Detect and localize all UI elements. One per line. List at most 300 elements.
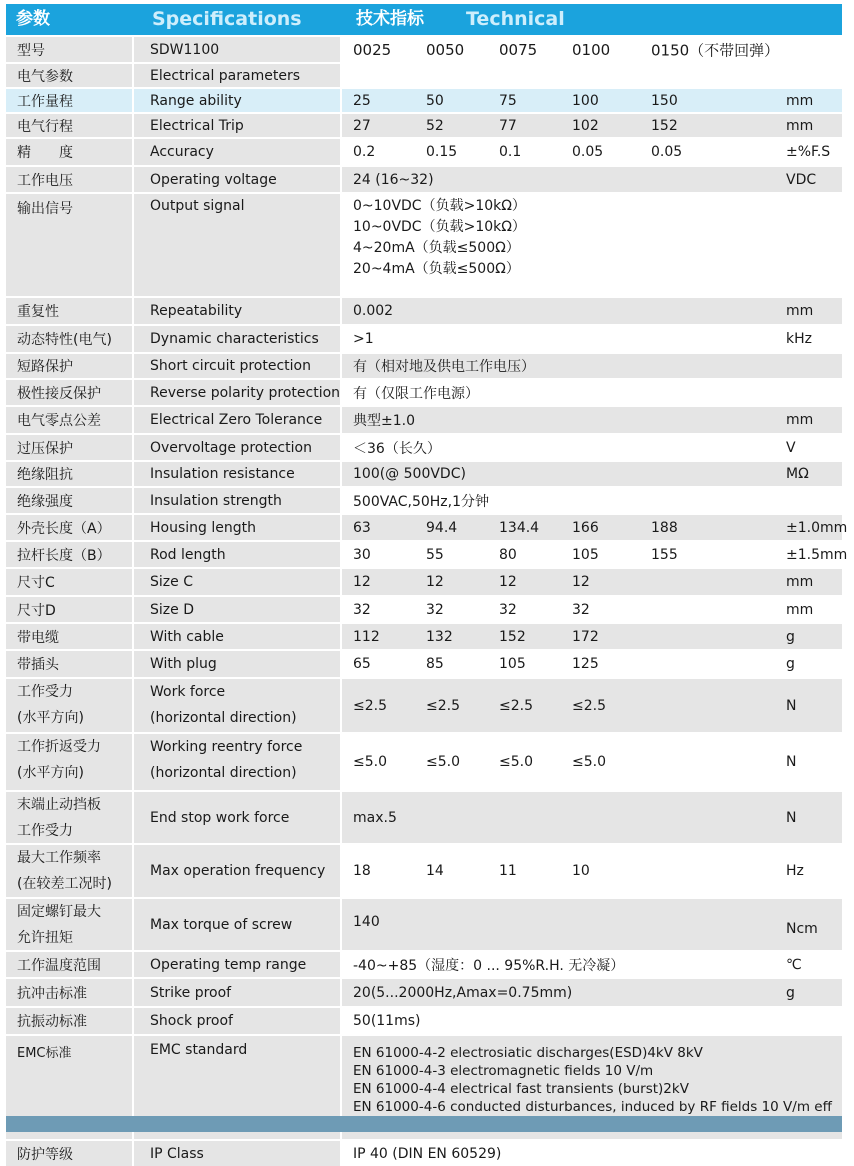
unit-text: mm [786, 303, 814, 319]
value-text: 134.4 [499, 519, 540, 536]
param-cn-label: 输出信号 [17, 201, 73, 217]
param-cn-cell [6, 734, 134, 790]
table-row [6, 352, 842, 378]
param-cn-label [17, 680, 84, 731]
param-cn-cell [6, 114, 134, 137]
table-row [6, 732, 842, 790]
param-cn-line: 固定螺钉最大 [17, 904, 101, 920]
param-en-label: Short circuit protection [150, 358, 311, 374]
param-cn-cell [6, 952, 134, 977]
param-cn-cell [6, 624, 134, 649]
value-cell [342, 679, 842, 732]
value-text: 105 [499, 656, 526, 672]
param-en-cell [134, 64, 342, 87]
table-row [6, 296, 842, 324]
param-en-cell [134, 89, 342, 112]
param-en-label: Operating temp range [150, 956, 307, 973]
value-text: 14 [426, 863, 444, 879]
output-signal-list [353, 196, 526, 280]
param-cn-cell [6, 979, 134, 1006]
param-en-cell [134, 354, 342, 378]
param-cn-label: 带插头 [17, 657, 59, 673]
value-text: 0150（不带回弹） [651, 41, 780, 59]
value-text: 32 [572, 601, 590, 618]
value-text: 30 [353, 546, 371, 563]
param-en-cell [134, 679, 342, 732]
value-text: 105 [572, 546, 599, 563]
table-row [6, 622, 842, 649]
param-en-cell [134, 326, 342, 352]
value-text: ≤5.0 [426, 754, 460, 770]
table-row [6, 977, 842, 1006]
param-cn-cell [6, 194, 134, 296]
param-en-label: Size C [150, 574, 193, 590]
param-cn-label [17, 846, 112, 897]
value-text: 152 [499, 628, 526, 645]
param-en-line: Working reentry force [150, 739, 303, 755]
table-row [6, 677, 842, 732]
value-cell [342, 194, 842, 296]
param-en-label: Repeatability [150, 303, 243, 319]
header-param-cn: 参数 [16, 9, 50, 29]
param-cn-cell [6, 488, 134, 513]
unit-text: ℃ [786, 956, 802, 973]
value-text: 典型±1.0 [353, 413, 415, 429]
value-text: 152 [651, 117, 678, 134]
table-row [6, 950, 842, 977]
unit-text: mm [786, 92, 814, 109]
param-en-label: Accuracy [150, 144, 214, 160]
param-en-cell [134, 952, 342, 977]
value-text: 100(@ 500VDC) [353, 466, 466, 482]
value-text: 112 [353, 628, 380, 645]
param-cn-line: 允许扭矩 [17, 929, 73, 946]
value-text: 0.2 [353, 144, 376, 160]
value-text: 32 [499, 601, 517, 618]
value-cell [342, 462, 842, 486]
param-cn-cell [6, 298, 134, 324]
param-en-label: EMC standard [150, 1042, 248, 1058]
param-cn-cell [6, 597, 134, 622]
unit-text: g [786, 984, 795, 1001]
param-cn-label: 防护等级 [17, 1146, 73, 1163]
unit-text: mm [786, 574, 814, 590]
unit-text: g [786, 656, 795, 672]
unit-text: mm [786, 601, 814, 618]
param-cn-label: 电气行程 [17, 118, 73, 135]
param-cn-cell [6, 542, 134, 567]
table-row [6, 62, 842, 87]
param-en-cell [134, 298, 342, 324]
value-text: 65 [353, 656, 371, 672]
param-en-label: Electrical parameters [150, 67, 301, 84]
unit-text: ±%F.S [786, 144, 831, 160]
value-text: 132 [426, 628, 453, 645]
param-cn-cell [6, 569, 134, 595]
param-en-cell [134, 899, 342, 950]
table-header [6, 4, 842, 35]
unit-text: V [786, 439, 796, 456]
unit-text: VDC [786, 171, 817, 188]
value-cell [342, 597, 842, 622]
value-text: ≤2.5 [499, 697, 533, 714]
param-en-label: Size D [150, 601, 194, 618]
value-cell [342, 734, 842, 790]
value-text: ≤5.0 [353, 754, 387, 770]
value-text: 75 [499, 92, 517, 109]
value-text: 12 [353, 574, 371, 590]
param-en-label: Housing length [150, 519, 256, 536]
param-en-cell [134, 462, 342, 486]
param-en-cell [134, 569, 342, 595]
table-row [6, 35, 842, 62]
value-text: 0.002 [353, 303, 394, 319]
value-text: ≤5.0 [572, 754, 606, 770]
param-cn-cell [6, 89, 134, 112]
spec-table [6, 4, 848, 1166]
param-cn-label: 型号 [17, 42, 45, 59]
param-cn-label: 极性接反保护 [17, 385, 101, 402]
value-cell [342, 326, 842, 352]
param-en-label: With cable [150, 628, 224, 645]
param-cn-label: 过压保护 [17, 440, 73, 457]
unit-text: N [786, 809, 797, 826]
param-cn-line: 工作受力 [17, 684, 73, 700]
param-cn-line: 最大工作频率 [17, 850, 101, 866]
param-en-cell [134, 1008, 342, 1034]
unit-text: Ncm [786, 920, 818, 937]
value-text: ＜36（长久） [353, 440, 441, 457]
param-cn-cell [6, 37, 134, 62]
table-row [6, 486, 842, 513]
table-body [6, 35, 848, 1166]
param-en-label: Shock proof [150, 1013, 233, 1029]
value-cell [342, 64, 842, 87]
param-cn-label: 动态特性(电气) [17, 332, 112, 348]
value-cell [342, 407, 842, 433]
param-en-label: Max torque of screw [150, 916, 293, 933]
value-text: 0.05 [651, 144, 683, 160]
value-text: 80 [499, 546, 517, 563]
param-cn-label: 电气零点公差 [17, 413, 101, 429]
value-text: 140 [353, 913, 380, 930]
value-cell [342, 488, 842, 513]
param-cn-label: 重复性 [17, 304, 59, 320]
table-row [6, 790, 842, 843]
param-en-label: Operating voltage [150, 171, 277, 188]
param-en-label: Insulation resistance [150, 466, 295, 482]
param-cn-cell [6, 845, 134, 897]
value-line: EN 61000-4-4 electrical fast transients (burst)2kV [353, 1081, 689, 1097]
param-cn-label: 拉杆长度（B） [17, 547, 111, 564]
value-cell [342, 845, 842, 897]
param-cn-line: 工作受力 [17, 822, 73, 839]
value-text: 0.1 [499, 144, 522, 160]
param-cn-cell [6, 462, 134, 486]
table-row [6, 460, 842, 486]
param-en-label: Electrical Zero Tolerance [150, 412, 323, 428]
value-line: EN 61000-4-3 electromagnetic fields 10 V/m [353, 1063, 654, 1079]
param-cn-line: (水平方向) [17, 709, 84, 726]
param-en-cell [134, 194, 342, 296]
value-line: EN 61000-4-6 conducted disturbances, induced by RF fields 10 V/m eff [353, 1099, 832, 1115]
value-text: 11 [499, 863, 517, 879]
value-text: -40~+85（湿度：0 ... 95%R.H. 无冷凝） [353, 957, 625, 974]
value-cell [342, 435, 842, 460]
value-cell [342, 298, 842, 324]
param-cn-label: 带电缆 [17, 629, 59, 646]
value-text: 172 [572, 628, 599, 645]
value-text: 25 [353, 92, 371, 109]
value-cell [342, 515, 848, 540]
value-cell [342, 651, 842, 677]
table-row [6, 540, 848, 567]
value-text: 32 [426, 601, 444, 618]
param-en-label [150, 735, 302, 786]
value-text: ≤2.5 [426, 697, 460, 714]
table-row [6, 324, 842, 352]
value-cell [342, 1141, 842, 1166]
value-text: 32 [353, 601, 371, 618]
param-cn-cell [6, 435, 134, 460]
param-cn-label: 绝缘强度 [17, 493, 73, 510]
param-en-label: Insulation strength [150, 492, 282, 509]
value-text: 125 [572, 656, 599, 672]
param-en-line: (horizontal direction) [150, 709, 297, 726]
param-en-cell [134, 597, 342, 622]
table-row [6, 137, 842, 165]
value-text: >1 [353, 331, 374, 347]
table-row [6, 112, 842, 137]
param-cn-line: (在较差工况时) [17, 875, 112, 892]
value-line: 0~10VDC（负载>10kΩ） [353, 198, 526, 214]
value-cell [342, 380, 842, 405]
value-text: 0100 [572, 40, 611, 59]
unit-text: N [786, 697, 797, 714]
table-row [6, 513, 848, 540]
param-en-label: Overvoltage protection [150, 439, 312, 456]
unit-text: ±1.5mm [786, 546, 848, 563]
param-cn-label: 尺寸D [17, 602, 56, 619]
param-cn-label: 外壳长度（A） [17, 520, 111, 537]
value-text: ≤5.0 [499, 754, 533, 770]
value-text: 0050 [426, 40, 465, 59]
value-text: 500VAC,50Hz,1分钟 [353, 493, 490, 510]
param-en-cell [134, 139, 342, 165]
table-row [6, 649, 842, 677]
value-text: IP 40 (DIN EN 60529) [353, 1145, 502, 1162]
param-en-label: Electrical Trip [150, 117, 244, 134]
param-cn-label: 短路保护 [17, 359, 73, 375]
param-cn-label: 工作温度范围 [17, 957, 101, 974]
value-text: 12 [499, 574, 517, 590]
param-en-cell [134, 515, 342, 540]
param-cn-cell [6, 1008, 134, 1034]
param-en-label: Reverse polarity protection [150, 384, 341, 401]
value-cell [342, 114, 842, 137]
table-row [6, 1006, 842, 1034]
value-text: 77 [499, 117, 517, 134]
param-en-cell [134, 845, 342, 897]
value-line: EN 61000-4-2 electrosiatic discharges(ESD)4kV 8kV [353, 1045, 703, 1061]
param-cn-cell [6, 792, 134, 843]
value-cell [342, 542, 848, 567]
param-en-cell [134, 380, 342, 405]
param-en-cell [134, 542, 342, 567]
param-en-cell [134, 792, 342, 843]
param-en-label: Max operation frequency [150, 863, 326, 879]
unit-text: mm [786, 412, 814, 428]
param-en-cell [134, 435, 342, 460]
value-text: 63 [353, 519, 371, 536]
value-cell [342, 624, 842, 649]
param-cn-cell [6, 407, 134, 433]
value-cell [342, 952, 842, 977]
param-cn-cell [6, 326, 134, 352]
unit-text: MΩ [786, 466, 809, 482]
param-en-label: Rod length [150, 546, 226, 563]
value-text: max.5 [353, 809, 397, 826]
table-row [6, 165, 842, 192]
value-text: 100 [572, 92, 599, 109]
table-row [6, 595, 842, 622]
param-en-cell [134, 488, 342, 513]
value-text: 188 [651, 519, 678, 536]
param-cn-label: 电气参数 [17, 68, 73, 85]
unit-text: ±1.0mm [786, 519, 848, 536]
value-text: 0.15 [426, 144, 458, 160]
param-cn-cell [6, 64, 134, 87]
value-text: 52 [426, 117, 444, 134]
table-row [6, 1139, 842, 1166]
param-en-label: With plug [150, 656, 217, 672]
value-text: 150 [651, 92, 678, 109]
param-en-label [150, 680, 297, 731]
unit-text: mm [786, 117, 814, 134]
param-cn-label [17, 793, 101, 844]
value-text: 0025 [353, 40, 392, 59]
param-cn-cell [6, 380, 134, 405]
param-cn-label: 工作量程 [17, 93, 73, 110]
param-en-label: End stop work force [150, 809, 290, 826]
value-cell [342, 167, 842, 192]
param-cn-label: 精 度 [17, 145, 73, 161]
value-cell [342, 89, 842, 112]
value-text: 102 [572, 117, 599, 134]
param-en-line: Work force [150, 684, 226, 700]
table-row [6, 378, 842, 405]
param-en-cell [134, 651, 342, 677]
param-cn-label [17, 735, 101, 786]
value-text: ≤2.5 [572, 697, 606, 714]
value-text: 10 [572, 863, 590, 879]
param-cn-label: 绝缘阻抗 [17, 467, 73, 483]
param-cn-label: 抗冲击标准 [17, 985, 87, 1002]
table-row [6, 567, 842, 595]
param-en-cell [134, 167, 342, 192]
param-en-label: Output signal [150, 198, 245, 214]
value-text: 12 [426, 574, 444, 590]
param-cn-label: 尺寸C [17, 575, 55, 591]
value-cell [342, 354, 842, 378]
value-cell [342, 569, 842, 595]
param-en-label: IP Class [150, 1145, 204, 1162]
param-cn-label: EMC标准 [17, 1046, 72, 1061]
value-line: 10~0VDC（负载>10kΩ） [353, 219, 526, 235]
param-en-label: Dynamic characteristics [150, 331, 319, 347]
table-row [6, 843, 842, 897]
param-cn-cell [6, 515, 134, 540]
value-text: 94.4 [426, 519, 458, 536]
param-cn-label: 抗振动标准 [17, 1014, 87, 1030]
param-cn-cell [6, 354, 134, 378]
header-tech-en: Technical [466, 8, 565, 30]
param-cn-cell [6, 167, 134, 192]
param-cn-line: 末端止动挡板 [17, 797, 101, 813]
unit-text: N [786, 754, 797, 770]
param-en-line: (horizontal direction) [150, 764, 297, 781]
unit-text: kHz [786, 331, 812, 347]
value-cell [342, 979, 842, 1006]
param-en-cell [134, 1141, 342, 1166]
value-text: 有（仅限工作电源） [353, 385, 479, 402]
param-en-cell [134, 37, 342, 62]
value-cell [342, 899, 842, 950]
table-row [6, 405, 842, 433]
unit-text: Hz [786, 863, 804, 879]
param-cn-cell [6, 651, 134, 677]
value-cell [342, 792, 842, 843]
param-cn-cell [6, 899, 134, 950]
value-text: 20(5...2000Hz,Amax=0.75mm) [353, 984, 573, 1001]
value-text: 155 [651, 546, 678, 563]
param-en-cell [134, 114, 342, 137]
param-cn-cell [6, 1141, 134, 1166]
table-row [6, 192, 842, 296]
footer-bar [6, 1116, 842, 1132]
param-cn-line: (水平方向) [17, 764, 84, 781]
param-cn-cell [6, 679, 134, 732]
param-cn-label [17, 900, 101, 951]
table-row [6, 897, 842, 950]
param-cn-line: 工作折返受力 [17, 739, 101, 755]
value-text: 85 [426, 656, 444, 672]
param-en-cell [134, 624, 342, 649]
value-text: 0.05 [572, 144, 604, 160]
param-en-label: Strike proof [150, 984, 232, 1001]
value-line: 20~4mA（负载≤500Ω） [353, 261, 520, 277]
value-text: 有（相对地及供电工作电压） [353, 359, 535, 375]
param-en-cell [134, 979, 342, 1006]
table-row [6, 433, 842, 460]
value-text: ≤2.5 [353, 697, 387, 714]
param-cn-cell [6, 139, 134, 165]
param-en-cell [134, 734, 342, 790]
table-row [6, 87, 842, 112]
value-text: 50 [426, 92, 444, 109]
value-cell [342, 139, 842, 165]
value-text: 27 [353, 117, 371, 134]
value-cell [342, 1008, 842, 1034]
value-line: 4~20mA（负载≤500Ω） [353, 240, 520, 256]
header-tech-cn: 技术指标 [356, 9, 424, 29]
value-text: 18 [353, 863, 371, 879]
value-text: 12 [572, 574, 590, 590]
param-en-cell [134, 407, 342, 433]
param-cn-label: 工作电压 [17, 172, 73, 189]
param-en-label: Range ability [150, 92, 242, 109]
value-text: 166 [572, 519, 599, 536]
